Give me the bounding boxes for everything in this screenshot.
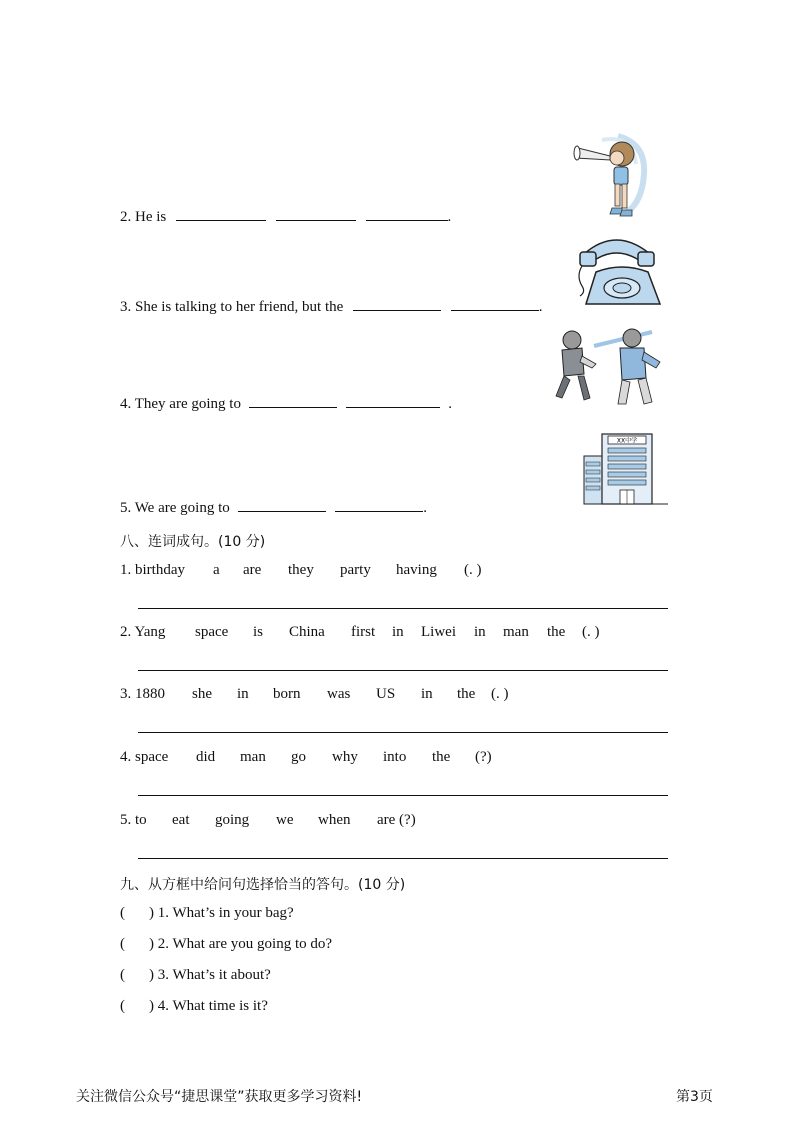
part-9-title: 九、从方框中给问句选择恰当的答句。(10 分) — [120, 877, 406, 893]
word: 4. space — [120, 749, 169, 765]
part-9-item-4 — [120, 998, 268, 1015]
question-4-text: 4. They are going to — [120, 396, 241, 412]
question-text: 3. What’s it about? — [157, 967, 271, 983]
answer-paren-close[interactable]: ) — [149, 905, 154, 921]
word: (. ) — [491, 686, 509, 702]
word: we — [276, 812, 294, 828]
boy-playing-trumpet-picture — [572, 134, 648, 218]
word: space — [195, 624, 229, 640]
word: they — [288, 562, 314, 578]
question-4 — [120, 393, 452, 413]
answer-paren-close[interactable]: ) — [149, 936, 154, 952]
question-2 — [120, 206, 451, 226]
word: in — [474, 624, 486, 640]
word: 1. birthday — [120, 562, 185, 578]
word: are (?) — [377, 812, 416, 828]
word: the — [547, 624, 566, 640]
question-5-text: 5. We are going to — [120, 500, 230, 516]
children-playing-baseball-picture — [552, 326, 668, 408]
question-text: 2. What are you going to do? — [157, 936, 333, 952]
word: a — [213, 562, 220, 578]
word: are — [243, 562, 262, 578]
word: the — [432, 749, 451, 765]
word: going — [215, 812, 250, 828]
question-5 — [120, 497, 427, 517]
answer-blank[interactable] — [238, 497, 326, 512]
word: eat — [172, 812, 190, 828]
answer-paren-open[interactable]: ( — [120, 998, 125, 1014]
part-9-item-3 — [120, 967, 271, 984]
answer-paren-open[interactable]: ( — [120, 967, 125, 983]
answer-blank[interactable] — [276, 206, 356, 221]
word: Liwei — [421, 624, 456, 640]
answer-line[interactable] — [138, 608, 668, 609]
word: did — [196, 749, 216, 765]
answer-blank[interactable] — [176, 206, 266, 221]
word: 2. Yang — [120, 624, 166, 640]
answer-line[interactable] — [138, 795, 668, 796]
answer-blank[interactable] — [346, 393, 440, 408]
question-3-period: . — [538, 299, 543, 315]
word: 5. to — [120, 812, 147, 828]
word: born — [273, 686, 301, 702]
question-2-period: . — [447, 209, 452, 225]
question-text: 1. What’s in your bag? — [157, 905, 294, 921]
word: China — [289, 624, 325, 640]
word: when — [318, 812, 351, 828]
answer-blank[interactable] — [451, 296, 539, 311]
answer-line[interactable] — [138, 858, 668, 859]
school-sign-text: XX中学 — [616, 437, 638, 445]
answer-blank[interactable] — [335, 497, 423, 512]
word: is — [253, 624, 264, 640]
word: US — [376, 686, 396, 702]
word: into — [383, 749, 407, 765]
word: was — [327, 686, 351, 702]
word: in — [237, 686, 249, 702]
word: why — [332, 749, 358, 765]
question-5-period: . — [423, 500, 427, 516]
part-9-item-2 — [120, 936, 332, 953]
school-building-picture — [584, 432, 668, 506]
footer-note: 关注微信公众号“捷思课堂”获取更多学习资料! — [76, 1089, 363, 1105]
word: having — [396, 562, 437, 578]
answer-paren-close[interactable]: ) — [149, 998, 154, 1014]
part-8-title: 八、连词成句。(10 分) — [120, 534, 266, 550]
part-9-item-1 — [120, 905, 294, 922]
word: the — [457, 686, 476, 702]
word: 3. 1880 — [120, 686, 165, 702]
question-2-text: 2. He is — [120, 209, 167, 225]
answer-blank[interactable] — [353, 296, 441, 311]
answer-paren-close[interactable]: ) — [149, 967, 154, 983]
word: go — [291, 749, 306, 765]
answer-blank[interactable] — [366, 206, 448, 221]
word: she — [192, 686, 212, 702]
word: party — [340, 562, 371, 578]
word: (. ) — [464, 562, 482, 578]
answer-paren-open[interactable]: ( — [120, 936, 125, 952]
word: in — [392, 624, 404, 640]
question-3-text: 3. She is talking to her friend, but the — [120, 299, 344, 315]
word: (?) — [475, 749, 492, 765]
word: man — [240, 749, 266, 765]
word: in — [421, 686, 433, 702]
word: man — [503, 624, 529, 640]
question-4-period: . — [448, 396, 452, 412]
answer-paren-open[interactable]: ( — [120, 905, 125, 921]
word: first — [351, 624, 376, 640]
telephone-picture — [576, 232, 668, 310]
page-number: 第3页 — [676, 1089, 713, 1105]
question-3 — [120, 296, 543, 316]
answer-blank[interactable] — [249, 393, 337, 408]
word: (. ) — [582, 624, 600, 640]
answer-line[interactable] — [138, 670, 668, 671]
answer-line[interactable] — [138, 732, 668, 733]
question-text: 4. What time is it? — [157, 998, 268, 1014]
